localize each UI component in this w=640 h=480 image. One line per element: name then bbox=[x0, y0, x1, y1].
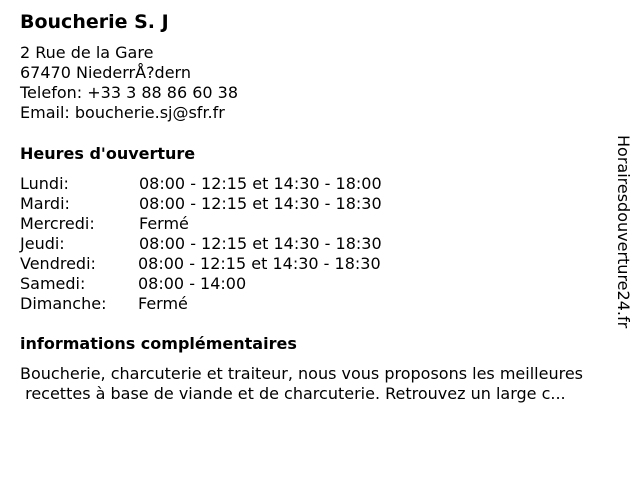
hours-value: 08:00 - 12:15 et 14:30 - 18:00 bbox=[139, 174, 382, 193]
day-label: Vendredi: bbox=[20, 254, 96, 273]
hours-value: 08:00 - 12:15 et 14:30 - 18:30 bbox=[139, 194, 382, 213]
shop-description bbox=[20, 364, 632, 404]
description-line: Boucherie, charcuterie et traiteur, nous vous proposons les meilleures bbox=[20, 364, 583, 383]
postal-city: 67470 NiederrÅ?dern bbox=[20, 63, 191, 82]
day-label: Samedi: bbox=[20, 274, 86, 293]
address-block bbox=[20, 43, 238, 123]
opening-hours-heading: Heures d'ouverture bbox=[20, 144, 196, 163]
description-line: recettes à base de viande et de charcuterie. Retrouvez un large c... bbox=[20, 384, 566, 403]
hours-value: Fermé bbox=[138, 294, 188, 313]
phone-number: Telefon: +33 3 88 86 60 38 bbox=[20, 83, 239, 102]
hours-value: 08:00 - 12:15 et 14:30 - 18:30 bbox=[139, 234, 382, 253]
day-label: Mercredi: bbox=[20, 214, 95, 233]
day-label: Jeudi: bbox=[20, 234, 65, 253]
shop-name: Boucherie S. J bbox=[20, 11, 169, 33]
hours-value: 08:00 - 14:00 bbox=[138, 274, 247, 293]
street-address: 2 Rue de la Gare bbox=[20, 43, 154, 62]
watermark-text: Horairesdouverture24.fr bbox=[614, 135, 633, 329]
email-address: Email: boucherie.sj@sfr.fr bbox=[20, 103, 225, 122]
hours-value: 08:00 - 12:15 et 14:30 - 18:30 bbox=[138, 254, 381, 273]
site-watermark bbox=[610, 135, 634, 345]
day-label: Mardi: bbox=[20, 194, 70, 213]
hours-value: Fermé bbox=[139, 214, 189, 233]
additional-info-heading: informations complémentaires bbox=[20, 334, 297, 353]
day-label: Dimanche: bbox=[20, 294, 107, 313]
day-label: Lundi: bbox=[20, 174, 69, 193]
